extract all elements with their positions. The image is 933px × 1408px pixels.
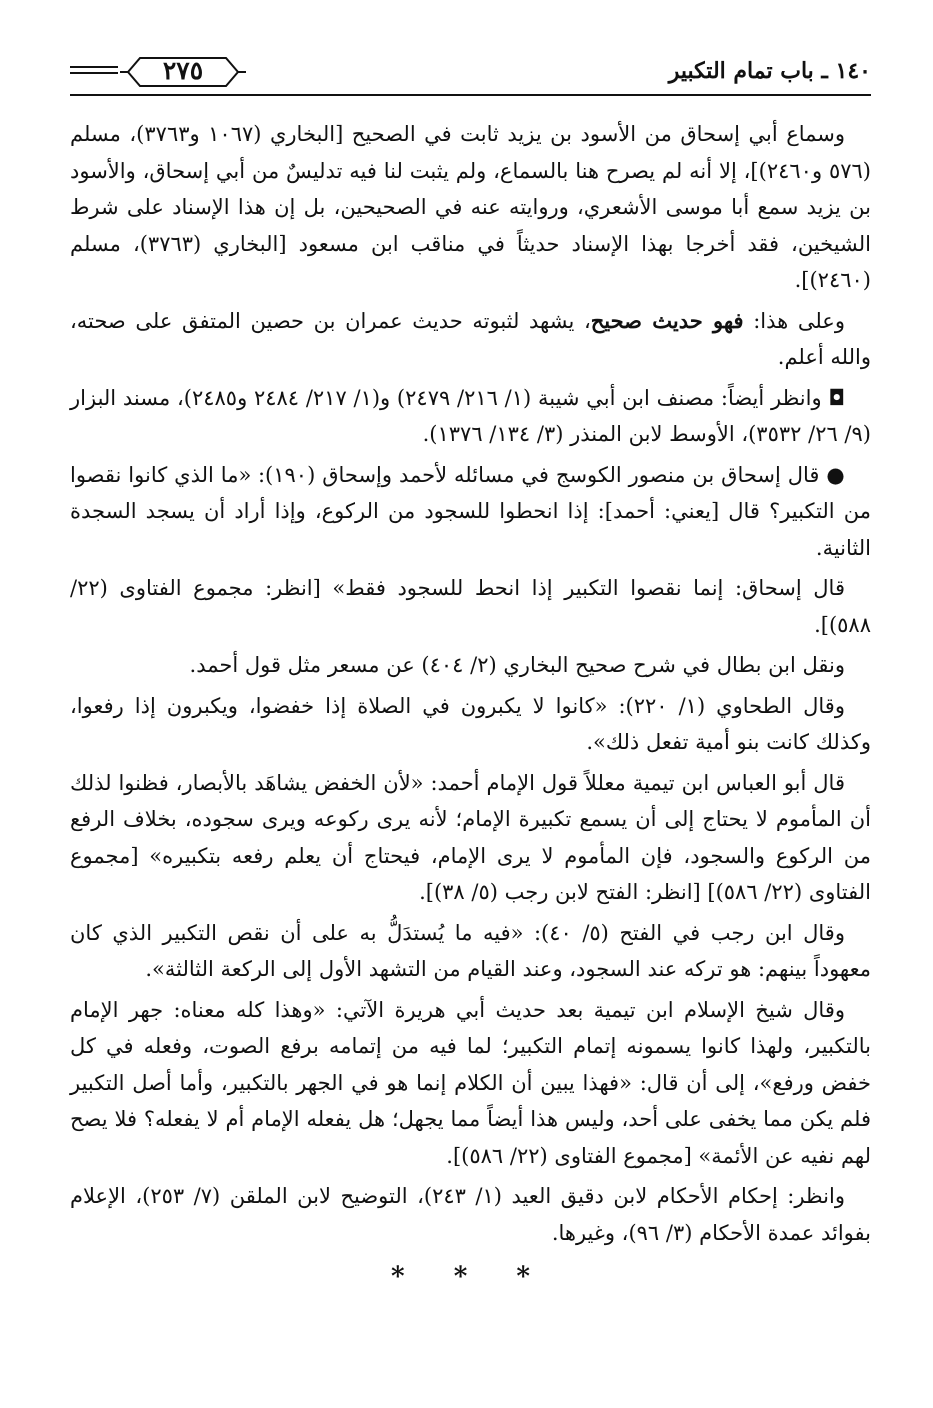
paragraph: قال أبو العباس ابن تيمية معللاً قول الإمام أحمد: «لأن الخفض يشاهَد بالأبصار، فظنوا لذلك أن المأموم لا يحتاج إلى أن يسمع تكبيرة الإمام؛ لأنه يرى ركوعه ويرى سجوده، بخلاف الرفع من الركوع والسجود، فإن المأموم لا يرى الإمام، فيحتاج أن يعلم رفعه بتكبيره» [مجموع الفتاوى (٢٢/ ٥٨٦)] [انظر: الفتح لابن رجب (٥/ ٣٨)]. — [70, 770, 871, 904]
paragraph: ونقل ابن بطال في شرح صحيح البخاري (٢/ ٤٠٤) عن مسعر مثل قول أحمد. — [189, 653, 845, 677]
section-end-stars: * * * — [391, 1262, 550, 1292]
paragraph: وقال الطحاوي (١/ ٢٢٠): «كانوا لا يكبرون في الصلاة إذا خفضوا، ويكبرون إذا رفعوا، وكذلك كانت بنو أمية تفعل ذلك». — [70, 693, 871, 754]
page-number: ٢٧٥ — [162, 56, 204, 85]
header-rule — [70, 94, 871, 96]
paragraph: ● قال إسحاق بن منصور الكوسج في مسائله لأحمد وإسحاق (١٩٠): «ما الذي كانوا نقصوا من التكبير؟ قال [يعني: أحمد]: إذا انحطوا للسجود من الركوع، وإذا أراد أن يسجد السجدة الثانية. — [70, 462, 871, 560]
paragraph: ◘ وانظر أيضاً: مصنف ابن أبي شيبة (١/ ٢١٦/ ٢٤٧٩) و(١/ ٢١٧/ ٢٤٨٤ و٢٤٨٥)، مسند البزار (٩/ ٢٦/ ٣٥٣٢)، الأوسط لابن المنذر (٣/ ١٣٤/ ١٣٧٦). — [70, 385, 871, 446]
chapter-title: ١٤٠ ـ باب تمام التكبير — [668, 58, 871, 84]
paragraph-rest: ، يشهد لثبوته حديث عمران بن حصين المتفق على صحته، والله أعلم. — [70, 308, 871, 369]
paragraph — [70, 303, 871, 376]
paragraph-lead: وعلى هذا: — [743, 308, 845, 333]
paragraph: وقال شيخ الإسلام ابن تيمية بعد حديث أبي هريرة الآتي: «وهذا كله معناه: جهر الإمام بالتكبير، ولهذا كانوا يسمونه إتمام التكبير؛ لما فيه من إتمامه برفع الصوت، وفعله في كل خفض ورفع»، إلى أن قال: «فهذا يبين أن الكلام إنما هو في الجهر بالتكبير، وأما أصل التكبير فلم يكن مما يخفى على أحد، وليس هذا أيضاً مما يجهل؛ هل يفعله الإمام أم لا يفعله؟ فلا يصح لهم نفيه عن الأئمة» [مجموع الفتاوى (٢٢/ ٥٨٦)]. — [70, 997, 872, 1168]
page-header — [70, 50, 871, 100]
paragraph: وقال ابن رجب في الفتح (٥/ ٤٠): «فيه ما يُستدَلُّ به على أن نقص التكبير الذي كان معهوداً بينهم: هو تركه عند السجود، وعند القيام من التشهد الأول إلى الركعة الثالثة». — [70, 920, 871, 981]
paragraph: قال إسحاق: إنما نقصوا التكبير إذا انحط للسجود فقط» [انظر: مجموع الفتاوى (٢٢/ ٥٨٨)]. — [70, 576, 871, 637]
ornament-lines — [70, 66, 118, 76]
page-body — [70, 116, 871, 1296]
paragraph: وانظر: إحكام الأحكام لابن دقيق العيد (١/ ٢٤٣)، التوضيح لابن الملقن (٧/ ٢٥٣)، الإعلام بفوائد عمدة الأحكام (٣/ ٩٦)، وغيرها. — [70, 1184, 871, 1245]
page-number-badge — [120, 54, 246, 90]
paragraph: وسماع أبي إسحاق من الأسود بن يزيد ثابت في الصحيح [البخاري (١٠٦٧ و٣٧٦٣)، مسلم (٥٧٦ و٢٤٦٠)]، إلا أنه لم يصرح هنا بالسماع، ولم يثبت لنا فيه تدليسٌ من أبي إسحاق، والأسود بن يزيد سمع أبا موسى الأشعري، وروايته عنه في الصحيحين، بل إن هذا الإسناد على شرط الشيخين، فقد أخرجا بهذا الإسناد حديثاً في مناقب ابن مسعود [البخاري (٣٧٦٣)، مسلم (٢٤٦٠)]. — [70, 122, 871, 292]
ruling-bold: فهو حديث صحيح — [590, 307, 744, 333]
